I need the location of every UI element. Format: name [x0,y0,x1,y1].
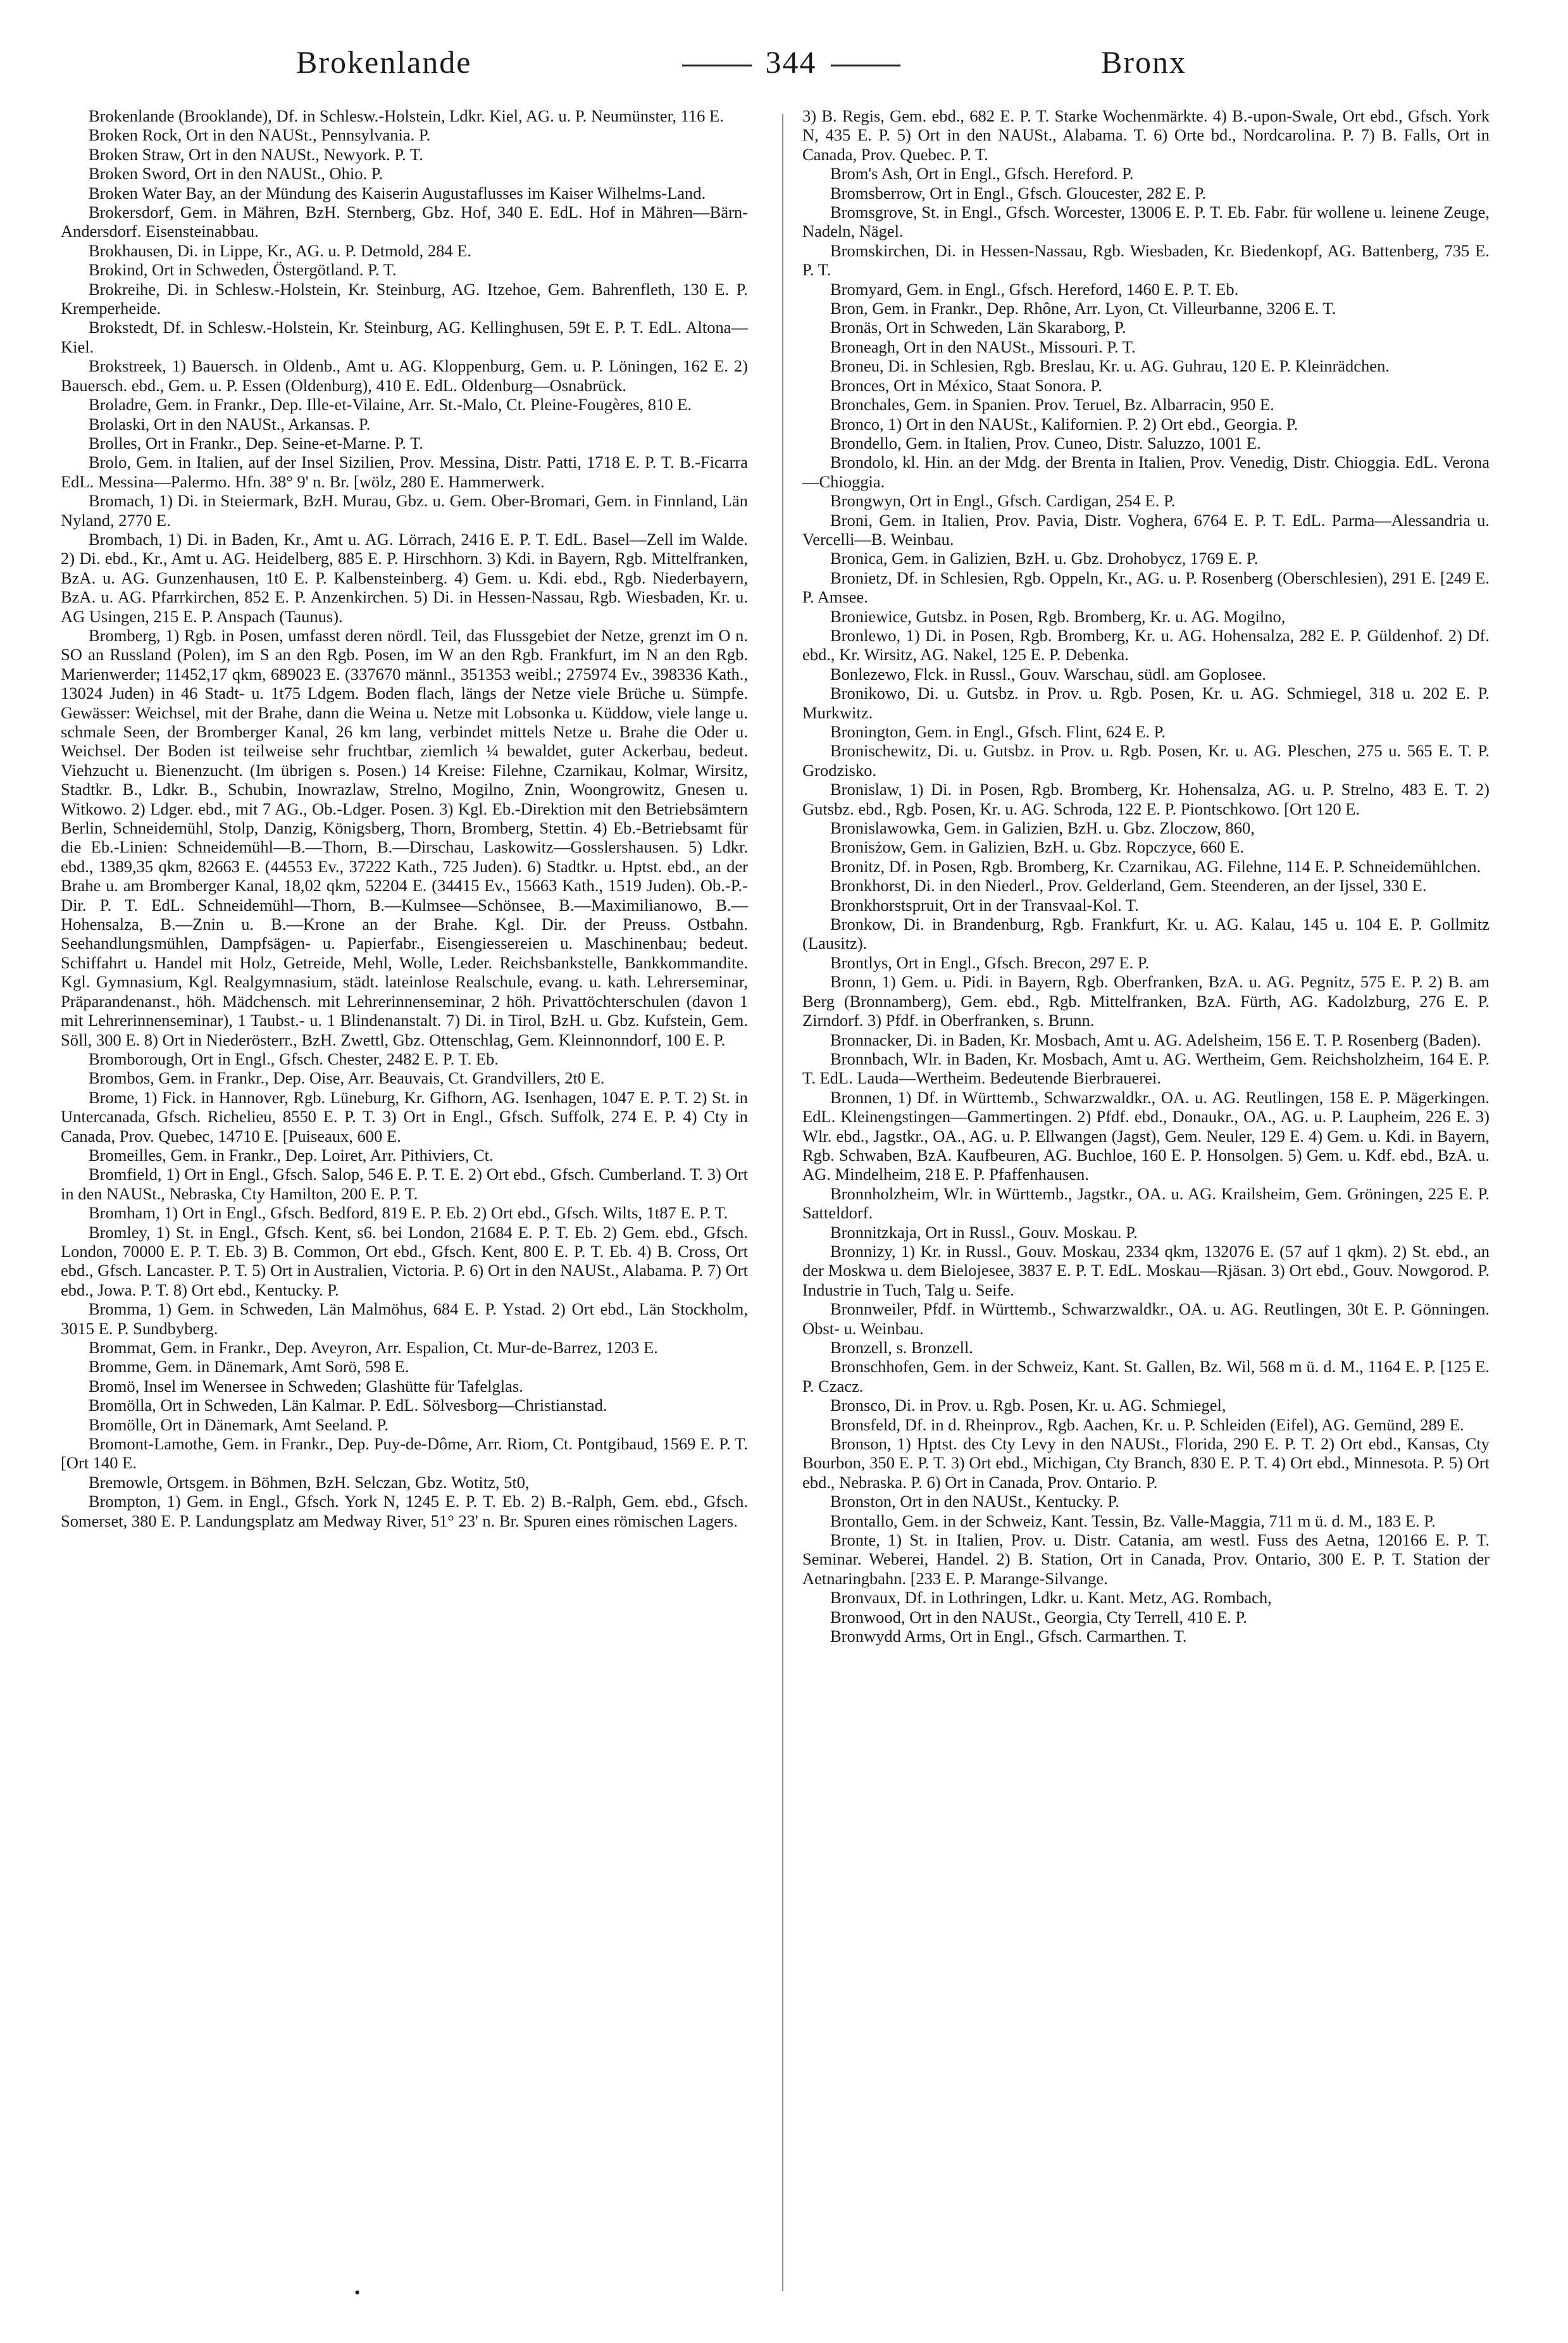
entry: Brokstedt, Df. in Schlesw.-Holstein, Kr. Steinburg, AG. Kellinghusen, 59t E. P. T. EdL. Altona—Kiel. [61,318,748,356]
header-dash-right [831,65,900,66]
entry: Bronlewo, 1) Di. in Posen, Rgb. Bromberg, Kr. u. AG. Hohensalza, 282 E. P. Güldenhof. 2) Df. ebd., Kr. Wirsitz, AG. Nakel, 125 E. P. Debenka. [802,625,1490,665]
entry: Bronwood, Ort in den NAUSt., Georgia, Cty Terrell, 410 E. P. [830,1607,1247,1627]
entry: Brontallo, Gem. in der Schweiz, Kant. Tessin, Bz. Valle-Maggia, 711 m ü. d. M., 183 E. P. [830,1511,1436,1530]
entry: Brokenlande (Brooklande), Df. in Schlesw.-Holstein, Ldkr. Kiel, AG. u. P. Neumünster, 116 E. [89,106,724,125]
entry: Broken Straw, Ort in den NAUSt., Newyork. P. T. [89,144,423,164]
entry: Bromborough, Ort in Engl., Gfsch. Chester, 2482 E. P. T. Eb. [89,1049,499,1068]
entry: Brokhausen, Di. in Lippe, Kr., AG. u. P. Detmold, 284 E. [89,241,472,260]
entry: Bronston, Ort in den NAUSt., Kentucky. P. [830,1492,1119,1511]
entry: Brokreihe, Di. in Schlesw.-Holstein, Kr. Steinburg, AG. Itzehoe, Gem. Bahrenfleth, 130 E. P. Kremperheide. [61,279,748,318]
entry: Brokstreek, 1) Bauersch. in Oldenb., Amt u. AG. Kloppenburg, Gem. u. P. Löningen, 162 E. 2) Bauersch. ebd., Gem. u. P. Essen (Oldenburg), 410 E. EdL. Oldenburg—Osnabrück. [61,356,748,395]
entry: Bronietz, Df. in Schlesien, Rgb. Oppeln, Kr., AG. u. P. Rosenberg (Oberschlesien), 291 E. [249 E. P. Amsee. [802,568,1490,607]
entry: Brokersdorf, Gem. in Mähren, BzH. Sternberg, Gbz. Hof, 340 E. EdL. Hof in Mähren—Bärn-Andersdorf. Eisensteinabbau. [61,203,748,241]
entry: Broken Rock, Ort in den NAUSt., Pennsylvania. P. [89,125,431,145]
entry: Bronson, 1) Hptst. des Cty Levy in den NAUSt., Florida, 290 E. P. T. 2) Ort ebd., Kansas, Cty Bourbon, 350 E. P. T. 3) Ort ebd., Michigan, Cty Branch, 830 E. P. T. 4) Ort ebd., Minnesota. P. 5) Ort ebd., Nebraska. P. 6) Ort in Canada, Prov. Ontario. P. [802,1434,1490,1492]
entry: Bronikowo, Di. u. Gutsbz. in Prov. u. Rgb. Posen, Kr. u. AG. Schmiegel, 318 u. 202 E. P. Murkwitz. [802,684,1490,722]
entry: Broladre, Gem. in Frankr., Dep. Ille-et-Vilaine, Arr. St.-Malo, Ct. Pleine-Fougères, 810 E. [89,395,692,415]
entry: Brongwyn, Ort in Engl., Gfsch. Cardigan, 254 E. P. [830,491,1176,511]
entry: Bronchales, Gem. in Spanien. Prov. Teruel, Bz. Albarracin, 950 E. [830,395,1274,415]
entry: Bronvaux, Df. in Lothringen, Ldkr. u. Kant. Metz, AG. Rombach, [830,1588,1272,1608]
entry: Bromme, Gem. in Dänemark, Amt Sorö, 598 E. [89,1357,409,1377]
column-divider [782,114,783,2291]
entry: Brombos, Gem. in Frankr., Dep. Oise, Arr. Beauvais, Ct. Grandvillers, 2t0 E. [89,1068,605,1088]
entry: Bronnholzheim, Wlr. in Württemb., Jagstkr., OA. u. AG. Krailsheim, Gem. Gröningen, 225 E. P. Satteldorf. [802,1184,1490,1223]
entry: Broken Water Bay, an der Mündung des Kaiserin Augustaflusses im Kaiser Wilhelms-Land. [89,183,706,203]
entry: Bromeilles, Gem. in Frankr., Dep. Loiret, Arr. Pithiviers, Ct. [89,1145,494,1165]
entry: Brondello, Gem. in Italien, Prov. Cuneo, Distr. Saluzzo, 1001 E. [830,433,1261,453]
entry: Bronnbach, Wlr. in Baden, Kr. Mosbach, Amt u. AG. Wertheim, Gem. Reichsholzheim, 164 E. P. T. EdL. Lauda—Wertheim. Bedeutende Bierbrauerei. [802,1049,1490,1088]
entry: Bonlezewo, Flck. in Russl., Gouv. Warschau, südl. am Goplosee. [830,664,1266,684]
entry: Brommat, Gem. in Frankr., Dep. Aveyron, Arr. Espalion, Ct. Mur-de-Barrez, 1203 E. [89,1338,658,1357]
entry: Bronitz, Df. in Posen, Rgb. Bromberg, Kr. Czarnikau, AG. Filehne, 114 E. P. Schneidemühlchen. [830,856,1481,876]
entry: Bromfield, 1) Ort in Engl., Gfsch. Salop, 546 E. P. T. E. 2) Ort ebd., Gfsch. Cumberland. T. 3) Ort in den NAUSt., Nebraska, Cty Hamilton, 200 E. P. T. [61,1165,748,1203]
right-column [802,106,1490,2309]
entry: Bromley, 1) St. in Engl., Gfsch. Kent, s6. bei London, 21684 E. P. T. Eb. 2) Gem. ebd., Gfsch. London, 70000 E. P. T. Eb. 3) B. Common, Ort ebd., Gfsch. Kent, 800 E. P. T. Eb. 4) B. Cross, Ort ebd., Gfsch. Lancaster. P. T. 5) Ort in Australien, Victoria. P. 6) Ort in den NAUSt., Alabama. P. 7) Ort ebd., Jowa. P. T. 8) Ort ebd., Kentucky. P. [61,1222,748,1299]
entry: Bronäs, Ort in Schweden, Län Skaraborg, P. [830,318,1126,337]
entry: Bronte, 1) St. in Italien, Prov. u. Distr. Catania, am westl. Fuss des Aetna, 120166 E. P. T. Seminar. Weberei, Handel. 2) B. Station, Ort in Canada, Prov. Ontario, 300 E. P. T. Station der Aetnaringbahn. [233 E. P. Marange-Silvange. [802,1530,1490,1588]
entry: Bronnacker, Di. in Baden, Kr. Mosbach, Amt u. AG. Adelsheim, 156 E. T. P. Rosenberg (Baden). [830,1030,1481,1049]
entry-continued: 3) B. Regis, Gem. ebd., 682 E. P. T. Starke Wochenmärkte. 4) B.-upon-Swale, Ort ebd., Gfsch. York N, 435 E. P. 5) Ort in den NAUSt., Alabama. T. 6) Orte bd., Nordcarolina. P. 7) B. Falls, Ort in Canada, Prov. Quebec. P. T. [802,106,1490,164]
entry: Bronnizy, 1) Kr. in Russl., Gouv. Moskau, 2334 qkm, 132076 E. (57 auf 1 qkm). 2) St. ebd., an der Moskwa u. dem Bielojesee, 3837 E. P. T. EdL. Moskau—Rjäsan. 3) Ort ebd., Gouv. Nowgorod. P. Industrie in Tuch, Talg u. Seife. [802,1241,1490,1299]
entry: Bronnen, 1) Df. in Württemb., Schwarzwaldkr., OA. u. AG. Reutlingen, 158 E. P. Mägerkingen. EdL. Kleinengstingen—Gammertingen. 2) Pfdf. ebd., Donaukr., OA., AG. u. P. Laupheim, 226 E. 3) Wlr. ebd., Jagstkr., OA., AG. u. P. Ellwangen (Jagst), Gem. Neuler, 129 E. 4) Gem. u. Kdi. in Bayern, Rgb. Schwaben, BzA. Kaufbeuren, AG. Buchloe, 160 E. P. Honsolgen. 5) Gem. u. Kdf. ebd., BzA. u. AG. Mindelheim, 218 E. P. Pfaffenhausen. [802,1087,1490,1184]
entry: Bronsfeld, Df. in d. Rheinprov., Rgb. Aachen, Kr. u. P. Schleiden (Eifel), AG. Gemünd, 289 E. [830,1415,1464,1434]
entry: Brombach, 1) Di. in Baden, Kr., Amt u. AG. Lörrach, 2416 E. P. T. EdL. Basel—Zell im Walde. 2) Di. ebd., Kr., Amt u. AG. Heidelberg, 885 E. P. Hirschhorn. 3) Kdi. in Bayern, Rgb. Mittelfranken, BzA. u. AG. Gunzenhausen, 1t0 E. P. Kalbensteinberg. 4) Gem. u. Kdi. ebd., Rgb. Niederbayern, BzA. u. AG. Pfarrkirchen, 852 E. P. Anzenkirchen. 5) Di. in Hessen-Nassau, Rgb. Wiesbaden, Kr. u. AG Usingen, 215 E. P. Anspach (Taunus). [61,529,748,626]
entry: Bromskirchen, Di. in Hessen-Nassau, Rgb. Wiesbaden, Kr. Biedenkopf, AG. Battenberg, 735 E. P. T. [802,241,1490,280]
entry: Bromberg, 1) Rgb. in Posen, umfasst deren nördl. Teil, das Flussgebiet der Netze, grenzt im O n. SO an Russland (Polen), im S an den Rgb. Posen, im W an den Rgb. Frankfurt, im N an den Rgb. Marienwerder; 11452,17 qkm, 689023 E. (337670 männl., 351353 weibl.; 275974 Ev., 398336 Kath., 13024 Juden) in 46 Stadt- u. 1t75 Ldgem. Boden flach, längs der Netze viele Brüche u. Sümpfe. Gewässer: Weichsel, mit der Brahe, dann die Weina u. Netze mit Lobsonka u. Küddow, viele lange u. schmale Seen, der Bromberger Kanal, 26 km lang, verbindet mittels Netze u. Brahe die Oder u. Weichsel. Der Boden ist teilweise sehr fruchtbar, ziemlich ¼ bewaldet, guter Ackerbau, bedeut. Viehzucht u. Bienenzucht. (Im übrigen s. Posen.) 14 Kreise: Filehne, Czarnikau, Kolmar, Wirsitz, Stadtkr. B., Ldkr. B., Schubin, Inowrazlaw, Strelno, Mogilno, Znin, Woongrowitz, Gnesen u. Witkowo. 2) Ldger. ebd., mit 7 AG., Ob.-Ldger. Posen. 3) Kgl. Eb.-Direktion mit den Betriebsämtern Berlin, Schneidemühl, Stolp, Danzig, Königsberg, Thorn, Bromberg, Stettin. 4) Eb.-Betriebsamt für die Eb.-Linien: Schneidemühl—B.—Thorn, B.—Dirschau, Laskowitz—Gosslershausen. 5) Ldkr. ebd., 1389,35 qkm, 82663 E. (44553 Ev., 37222 Kath., 725 Juden). 6) Stadtkr. u. Hptst. ebd., an der Brahe u. am Bromberger Kanal, 18,02 qkm, 52204 E. (34415 Ev., 15663 Kath., 1519 Juden). Ob.-P.-Dir. P. T. EdL. Schneidemühl—Thorn, B.—Kulmsee—Schönsee, B.—Maximilianowo, B.—Hohensalza, B.—Znin u. B.—Krone an der Brahe. Kgl. Dir. der Preuss. Ostbahn. Seehandlungsmühlen, Dampfsägen- u. Papierfabr., Eisengiessereien u. Maschinenbau; bedeut. Schiffahrt u. Handel mit Holz, Getreide, Mehl, Wolle, Leder. Reichsbankstelle, Bankkommandite. Kgl. Gymnasium, Kgl. Realgymnasium, städt. lateinlose Realschule, evang. u. kath. Lehrerseminar, Präparandenanst., höh. Mädchensch. mit Lehrerinnenseminar, 2 höh. Privattöchterschulen (davon 1 mit Lehrerinnenseminar), 1 Taubst.- u. 1 Blindenanstalt. 7) Di. in Tirol, BzH. u. Gbz. Kufstein, Gem. Söll, 300 E. 8) Ort in Niederösterr., BzH. Zwettl, Gbz. Ottenschlag, Gem. Kleinnonndorf, 100 E. P. [61,625,748,1049]
entry: Bron, Gem. in Frankr., Dep. Rhône, Arr. Lyon, Ct. Villeurbanne, 3206 E. T. [830,299,1336,318]
entry: Brom's Ash, Ort in Engl., Gfsch. Hereford. P. [830,164,1134,184]
entry: Bronislawowka, Gem. in Galizien, BzH. u. Gbz. Zloczow, 860, [830,818,1255,838]
entry: Bronislaw, 1) Di. in Posen, Rgb. Bromberg, Kr. Hohensalza, AG. u. P. Strelno, 483 E. T. 2) Gutsbz. ebd., Rgb. Posen, Kr. u. AG. Schroda, 122 E. P. Piontschkowo. [Ort 120 E. [802,780,1490,818]
entry: Bromölle, Ort in Dänemark, Amt Seeland. P. [89,1415,389,1434]
entry: Bronkow, Di. in Brandenburg, Rgb. Frankfurt, Kr. u. AG. Kalau, 145 u. 104 E. P. Gollmitz (Lausitz). [802,915,1490,953]
stray-mark: • [354,2284,361,2302]
page-number: 344 [765,44,817,80]
entry: Bromölla, Ort in Schweden, Län Kalmar. P. EdL. Sölvesborg—Christianstad. [89,1396,607,1415]
page-header [0,37,1568,87]
entry: Bronschhofen, Gem. in der Schweiz, Kant. St. Gallen, Bz. Wil, 568 m ü. d. M., 1164 E. P. [125 E. P. Czacz. [802,1357,1490,1396]
entry: Broni, Gem. in Italien, Prov. Pavia, Distr. Voghera, 6764 E. P. T. EdL. Parma—Alessandria u. Vercelli—B. Weinbau. [802,510,1490,549]
entry: Brolaski, Ort in den NAUSt., Arkansas. P. [89,414,371,434]
entry: Bromö, Insel im Wenersee in Schweden; Glashütte für Tafelglas. [89,1376,523,1396]
header-dash-left [682,65,752,66]
entry: Bronischewitz, Di. u. Gutsbz. in Prov. u. Rgb. Posen, Kr. u. AG. Pleschen, 275 u. 565 E. T. P. Grodzisko. [802,741,1490,780]
entry: Bronica, Gem. in Galizien, BzH. u. Gbz. Drohobycz, 1769 E. P. [830,549,1259,568]
entry: Broneu, Di. in Schlesien, Rgb. Breslau, Kr. u. AG. Guhrau, 120 E. P. Kleinrädchen. [830,356,1390,376]
header-last-entry: Bronx [1101,44,1186,80]
entry: Brolles, Ort in Frankr., Dep. Seine-et-Marne. P. T. [89,433,423,453]
entry: Bromma, 1) Gem. in Schweden, Län Malmöhus, 684 E. P. Ystad. 2) Ort ebd., Län Stockholm, 3015 E. P. Sundbyberg. [61,1299,748,1338]
entry: Bronzell, s. Bronzell. [830,1338,973,1357]
entry: Broniewice, Gutsbz. in Posen, Rgb. Bromberg, Kr. u. AG. Mogilno, [830,606,1286,626]
entry: Bronkhorst, Di. in den Niederl., Prov. Gelderland, Gem. Steenderen, an der Ijssel, 330 E. [830,876,1427,896]
entry: Brondolo, kl. Hin. an der Mdg. der Brenta in Italien, Prov. Venedig, Distr. Chioggia. EdL. Verona—Chioggia. [802,453,1490,491]
entry: Bromyard, Gem. in Engl., Gfsch. Hereford, 1460 E. P. T. Eb. [830,279,1239,299]
entry: Bronwydd Arms, Ort in Engl., Gfsch. Carmarthen. T. [830,1627,1187,1646]
entry: Bronsco, Di. in Prov. u. Rgb. Posen, Kr. u. AG. Schmiegel, [830,1396,1226,1415]
entry: Bromham, 1) Ort in Engl., Gfsch. Bedford, 819 E. P. Eb. 2) Ort ebd., Gfsch. Wilts, 1t87 E. P. T. [89,1203,728,1223]
entry: Broneagh, Ort in den NAUSt., Missouri. P. T. [830,337,1136,356]
entry: Bremowle, Ortsgem. in Böhmen, BzH. Selczan, Gbz. Wotitz, 5t0, [89,1472,530,1492]
entry: Brolo, Gem. in Italien, auf der Insel Sizilien, Prov. Messina, Distr. Patti, 1718 E. P. T. B.-Ficarra EdL. Messina—Palermo. Hfn. 38° 9' n. Br. [wölz, 280 E. Hammerwerk. [61,453,748,491]
entry: Bronington, Gem. in Engl., Gfsch. Flint, 624 E. P. [830,722,1166,741]
entry: Bronces, Ort in México, Staat Sonora. P. [830,375,1102,395]
header-first-entry: Brokenlande [296,44,472,80]
entry: Bromach, 1) Di. in Steiermark, BzH. Murau, Gbz. u. Gem. Ober-Bromari, Gem. in Finnland, Län Nyland, 2770 E. [61,491,748,530]
entry: Brompton, 1) Gem. in Engl., Gfsch. York N, 1245 E. P. T. Eb. 2) B.-Ralph, Gem. ebd., Gfsch. Somerset, 380 E. P. Landungsplatz am Medway River, 51° 23' n. Br. Spuren eines römischen Lagers. [61,1492,748,1530]
entry: Brome, 1) Fick. in Hannover, Rgb. Lüneburg, Kr. Gifhorn, AG. Isenhagen, 1047 E. P. T. 2) St. in Untercanada, Gfsch. Richelieu, 8550 E. P. T. 3) Ort in Engl., Gfsch. Suffolk, 274 E. P. 4) Cty in Canada, Prov. Quebec, 14710 E. [Puiseaux, 600 E. [61,1087,748,1146]
entry: Brokind, Ort in Schweden, Östergötland. P. T. [89,260,397,280]
entry: Bronco, 1) Ort in den NAUSt., Kalifornien. P. 2) Ort ebd., Georgia. P. [830,414,1298,434]
entry: Bromsgrove, St. in Engl., Gfsch. Worcester, 13006 E. P. T. Eb. Fabr. für wollene u. leinene Zeuge, Nadeln, Nägel. [802,203,1490,241]
entry: Bromsberrow, Ort in Engl., Gfsch. Gloucester, 282 E. P. [830,183,1207,203]
entry: Bronisżow, Gem. in Galizien, BzH. u. Gbz. Ropczyce, 660 E. [830,837,1244,857]
entry: Bromont-Lamothe, Gem. in Frankr., Dep. Puy-de-Dôme, Arr. Riom, Ct. Pontgibaud, 1569 E. P. T. [Ort 140 E. [61,1434,748,1473]
entry: Bronkhorstspruit, Ort in der Transvaal-Kol. T. [830,895,1139,915]
left-column [61,106,748,2309]
entry: Broken Sword, Ort in den NAUSt., Ohio. P. [89,164,383,184]
entry: Bronnweiler, Pfdf. in Württemb., Schwarzwaldkr., OA. u. AG. Reutlingen, 30t E. P. Gönningen. Obst- u. Weinbau. [802,1299,1490,1338]
entry: Bronnitzkaja, Ort in Russl., Gouv. Moskau. P. [830,1222,1138,1242]
header-page-number [664,37,918,87]
entry: Bronn, 1) Gem. u. Pidi. in Bayern, Rgb. Oberfranken, BzA. u. AG. Pegnitz, 575 E. P. 2) B. am Berg (Bronnamberg), Gem. ebd., Rgb. Mittelfranken, BzA. Fürth, AG. Kadolzburg, 276 E. P. Zirndorf. 3) Pfdf. in Oberfranken, s. Brunn. [802,972,1490,1030]
entry: Brontlys, Ort in Engl., Gfsch. Brecon, 297 E. P. [830,953,1150,972]
